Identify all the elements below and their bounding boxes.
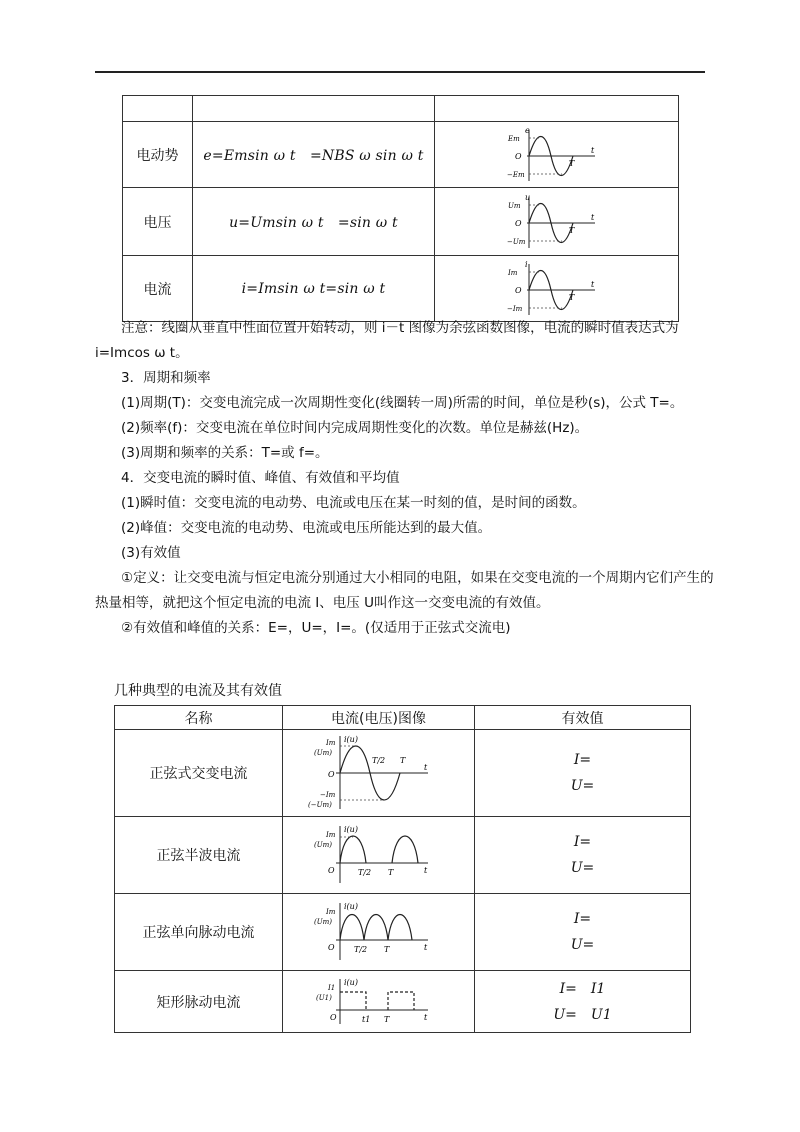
origin-label: O (327, 866, 335, 875)
peak-label: Um (507, 201, 521, 210)
graph-cell (283, 894, 475, 971)
table-row (115, 730, 691, 817)
header-name: 名称 (115, 706, 283, 730)
y-axis-label: u (524, 192, 530, 202)
row-label: 电压 (123, 188, 193, 256)
y-axis-label: i (524, 259, 528, 269)
x-axis-label: t (590, 279, 594, 289)
neg-u-label: (−Um) (307, 801, 332, 809)
half-period-label: T/2 (357, 868, 371, 877)
x-axis-label: t (590, 212, 594, 222)
half-period-label: T/2 (371, 756, 385, 765)
header-graph: 电流(电压)图像 (283, 706, 475, 730)
paragraph: ②有效值和峰值的关系：E=，U=，I=。(仅适用于正弦式交流电) (121, 620, 511, 636)
table-row (115, 817, 691, 894)
half-period-label: T/2 (353, 945, 367, 954)
i-effective: I= (573, 911, 592, 927)
y-axis-label: i(u) (343, 902, 358, 911)
current-type-name: 正弦式交变电流 (115, 730, 283, 817)
table-row (115, 894, 691, 971)
effective-value-cell (475, 817, 691, 894)
period-label: T (568, 158, 574, 168)
voltage-sine-graph (507, 193, 607, 251)
effective-value-cell (475, 894, 691, 971)
rms-values-table (114, 705, 691, 1033)
period-label: T (568, 292, 574, 302)
graph-cell (283, 817, 475, 894)
y-axis-label: i(u) (343, 825, 358, 834)
paragraph: (2)峰值：交变电流的电动势、电流或电压所能达到的最大值。 (121, 520, 492, 536)
peak-i-label: Im (325, 739, 335, 747)
table-row (123, 256, 679, 322)
x-axis-label: t (590, 145, 594, 155)
trough-label: −Um (506, 237, 525, 246)
period-label: T (383, 945, 389, 954)
period-label: T (399, 756, 405, 765)
trough-label: −Em (506, 170, 525, 179)
u-effective: U= (570, 937, 595, 953)
paragraph: (1)瞬时值：交变电流的电动势、电流或电压在某一时刻的值，是时间的函数。 (121, 495, 586, 511)
origin-label: O (327, 770, 335, 779)
y-axis-label: i(u) (343, 735, 358, 744)
peak-i-label: Im (325, 831, 335, 839)
u-effective: U= U1 (553, 1006, 612, 1023)
origin-label: O (327, 943, 335, 952)
emf-graph-cell (435, 122, 679, 188)
paragraph: ①定义：让交变电流与恒定电流分别通过大小相同的电阻，如果在交变电流的一个周期内它们产生的热量相等，就把这个恒定电流的电流 I、电压 U叫作这一交变电流的有效值。 (95, 570, 714, 611)
peak-label: Im (507, 268, 517, 277)
section-heading: 4．交变电流的瞬时值、峰值、有效值和平均值 (121, 470, 400, 486)
table-row (115, 971, 691, 1033)
current-type-name: 矩形脉动电流 (115, 971, 283, 1033)
peak-i-label: I1 (327, 983, 335, 992)
note-paragraph: 注意：线圈从垂直中性面位置开始转动，则 i－t 图像为余弦函数图像，电流的瞬时值表达式为 i=Imcos ω t。 (95, 320, 679, 361)
current-graph-cell (435, 256, 679, 322)
i-effective: I= (573, 752, 592, 768)
current-type-name: 正弦单向脉动电流 (115, 894, 283, 971)
peak-u-label: (Um) (313, 749, 332, 757)
i-effective: I= I1 (559, 980, 606, 997)
period-label: T (383, 1014, 389, 1024)
u-effective: U= (570, 778, 595, 794)
emf-formula: e=Emsin ω t =NBS ω sin ω t (193, 122, 435, 188)
neg-i-label: −Im (319, 791, 335, 799)
voltage-graph-cell (435, 188, 679, 256)
current-type-name: 正弦半波电流 (115, 817, 283, 894)
origin-label: O (514, 218, 522, 228)
y-axis-label: i(u) (343, 977, 358, 987)
header-cell (123, 96, 193, 122)
x-axis-label: t (423, 1012, 427, 1022)
row-label: 电流 (123, 256, 193, 322)
graph-cell (283, 971, 475, 1033)
period-label: T (387, 868, 393, 877)
current-formula: i=Imsin ω t=sin ω t (193, 256, 435, 322)
ac-expressions-table (122, 95, 679, 322)
u-effective: U= (570, 860, 595, 876)
i-effective: I= (573, 834, 592, 850)
x-axis-label: t (423, 943, 427, 952)
effective-value-cell (475, 730, 691, 817)
table-header-row (123, 96, 679, 122)
header-cell (435, 96, 679, 122)
paragraph: (2)频率(f)：交变电流在单位时间内完成周期性变化的次数。单位是赫兹(Hz)。 (121, 420, 589, 436)
peak-i-label: Im (325, 908, 335, 916)
full-wave-rectified-graph (304, 900, 454, 964)
origin-label: O (329, 1012, 337, 1022)
half-wave-graph (304, 823, 454, 887)
voltage-formula: u=Umsin ω t =sin ω t (193, 188, 435, 256)
peak-u-label: (Um) (313, 841, 332, 849)
table-header-row (115, 706, 691, 730)
x-axis-label: t (423, 866, 427, 875)
row-label: 电动势 (123, 122, 193, 188)
peak-u-label: (Um) (313, 918, 332, 926)
body-text (95, 316, 715, 641)
rectangular-pulse-graph (304, 976, 454, 1028)
x-axis-label: t (423, 763, 427, 772)
paragraph: (3)周期和频率的关系：T=或 f=。 (121, 445, 329, 461)
origin-label: O (514, 285, 522, 295)
emf-sine-graph (507, 126, 607, 184)
peak-u-label: (U1) (315, 993, 332, 1002)
y-axis-label: e (524, 125, 530, 135)
paragraph: (3)有效值 (121, 545, 181, 561)
page-top-rule (95, 71, 705, 73)
graph-cell (283, 730, 475, 817)
header-cell (193, 96, 435, 122)
table-row (123, 188, 679, 256)
paragraph: (1)周期(T)：交变电流完成一次周期性变化(线圈转一周)所需的时间，单位是秒(s)，公式 T=。 (121, 395, 684, 411)
effective-value-cell (475, 971, 691, 1033)
trough-label: −Im (506, 304, 522, 313)
header-effective: 有效值 (475, 706, 691, 730)
period-label: T (568, 225, 574, 235)
table-row (123, 122, 679, 188)
t1-label: t1 (361, 1014, 370, 1024)
origin-label: O (514, 151, 522, 161)
sine-wave-graph (304, 733, 454, 813)
section-heading: 3．周期和频率 (121, 370, 211, 386)
peak-label: Em (507, 134, 520, 143)
current-sine-graph (507, 260, 607, 318)
table-caption: 几种典型的电流及其有效值 (114, 683, 282, 699)
